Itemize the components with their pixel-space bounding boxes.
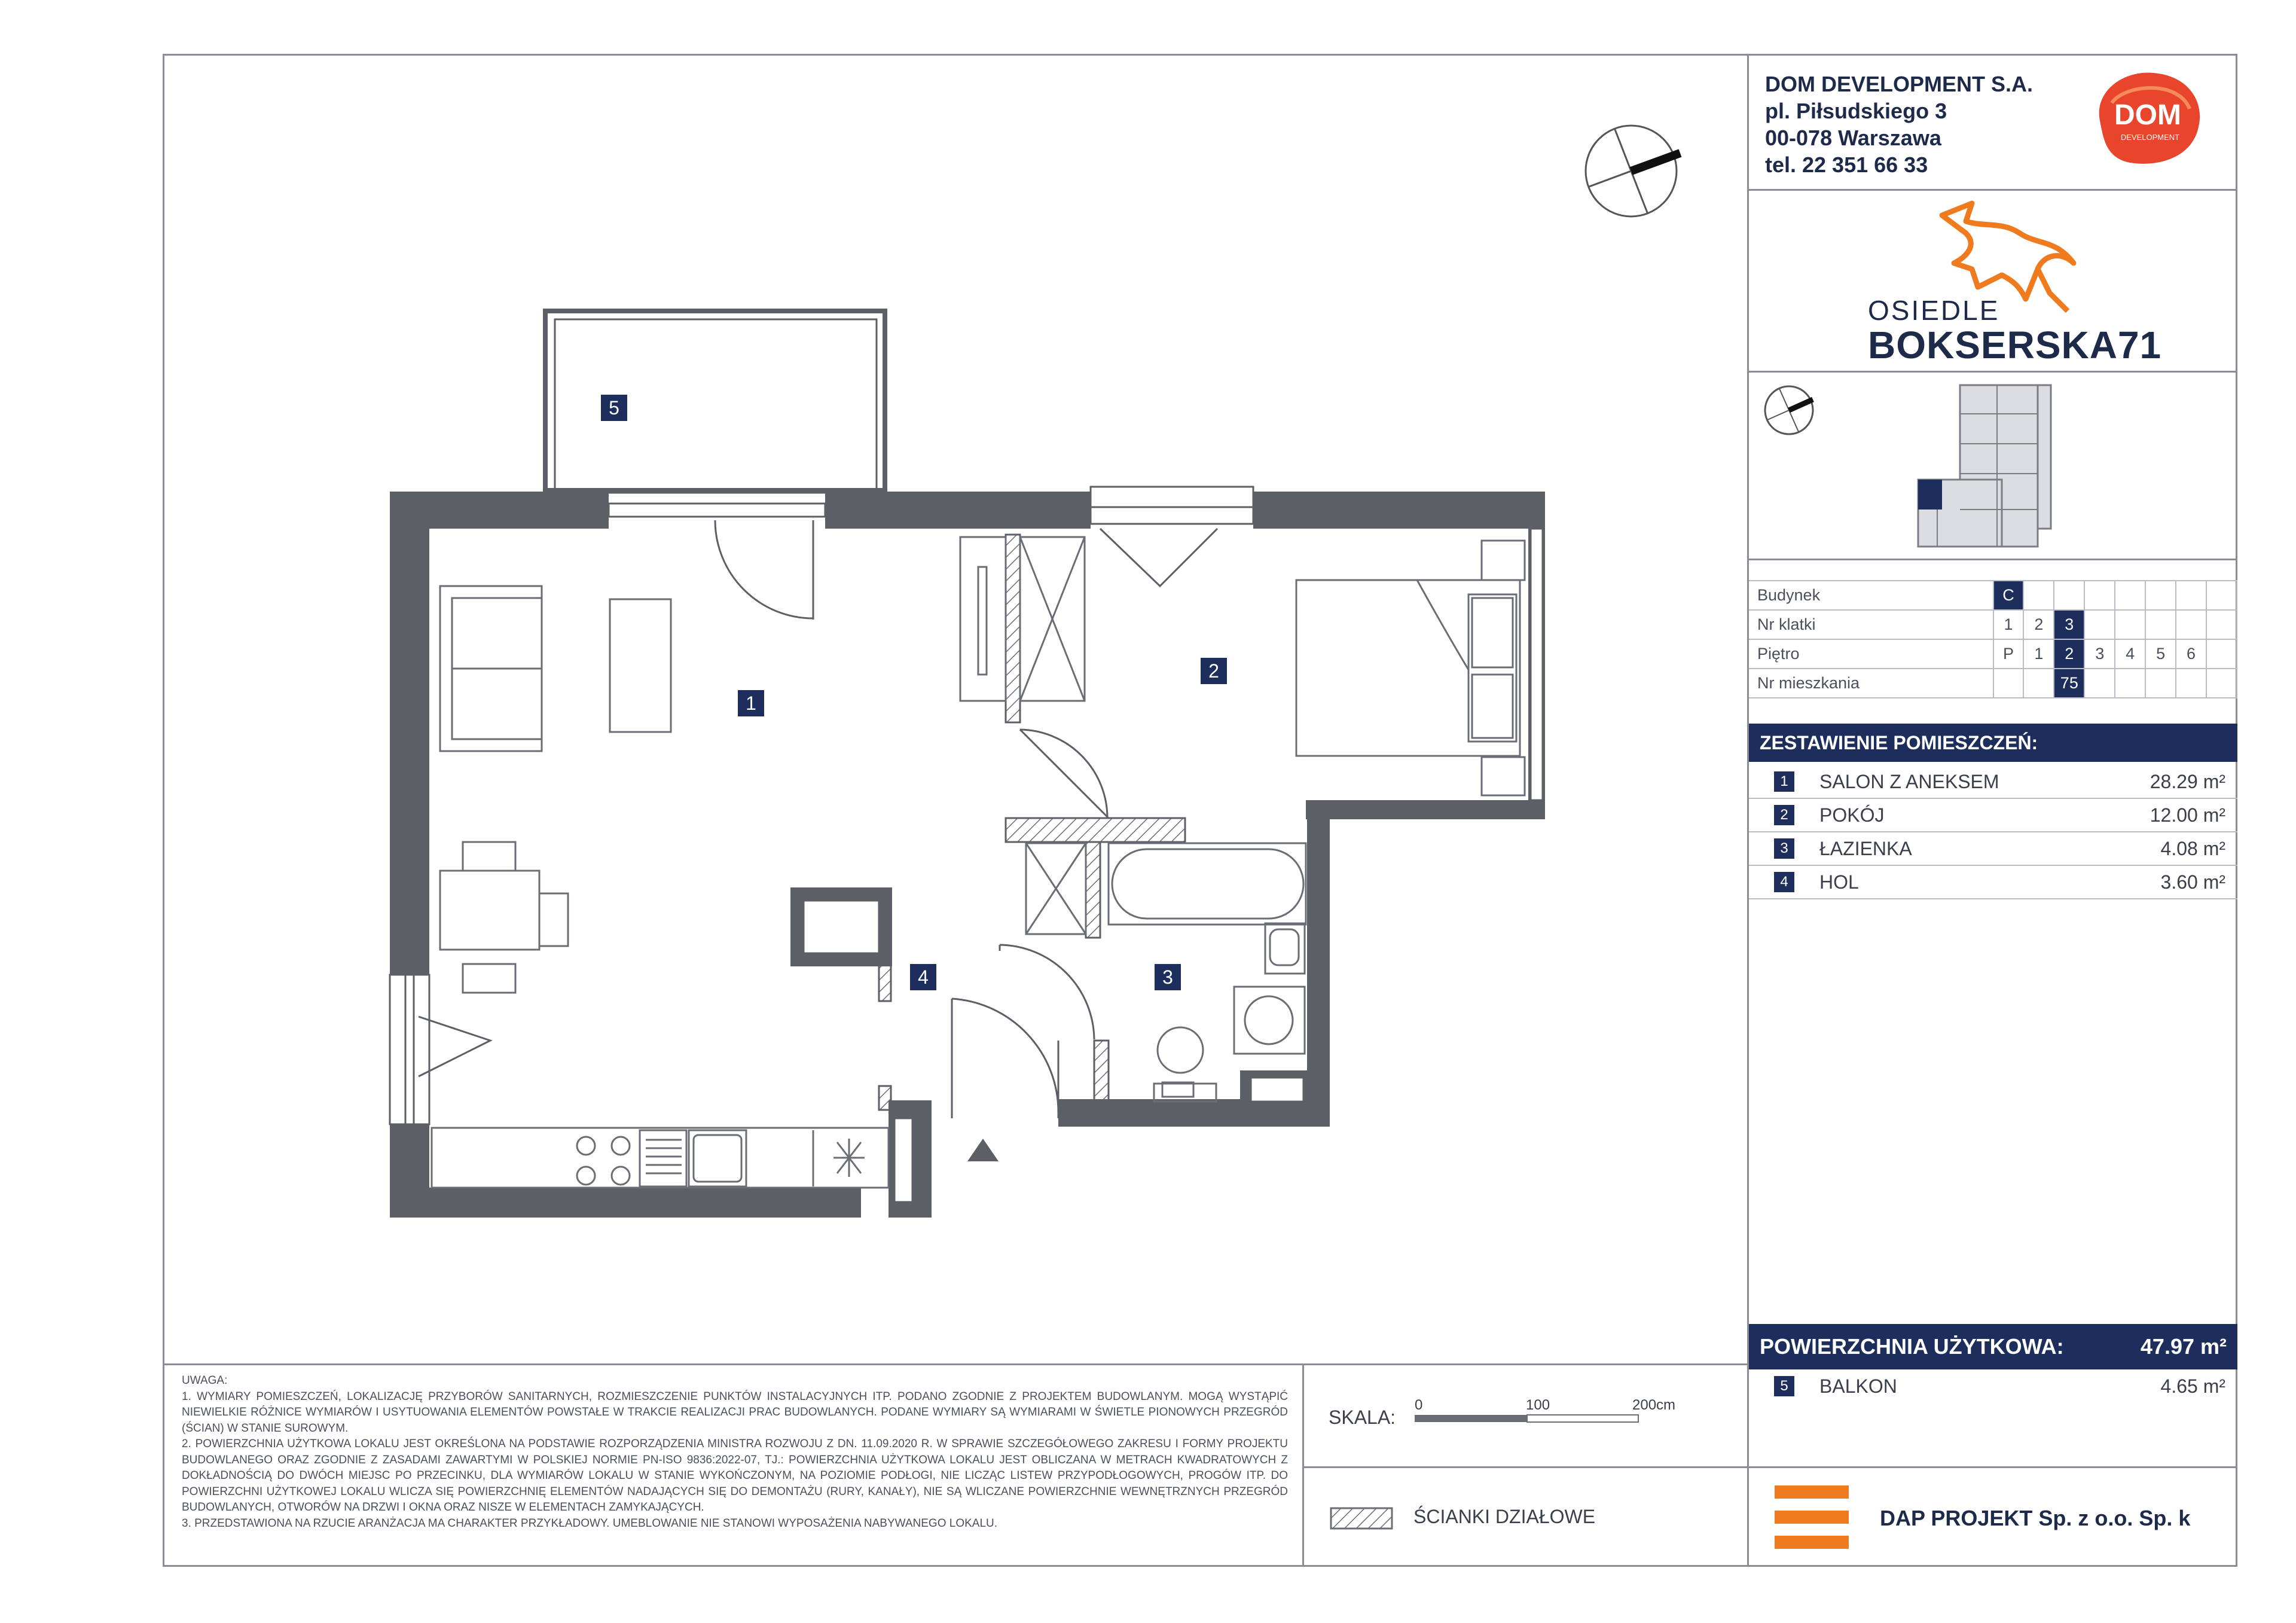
pietro-4: 4 [2115,639,2145,669]
svg-text:DOM: DOM [2114,99,2181,131]
project-number: 71 [2117,324,2162,367]
klatka-1: 1 [1993,610,2024,639]
partition-walls [879,535,1185,1110]
note-item: 2. POWIERZCHNIA UŻYTKOWA LOKALU JEST OKREŚLONA NA PODSTAWIE ROZPORZĄDZENIA MINISTRA ROZWOJU Z DN. 11.09.2020 R. W SPRAWIE SZCZEGÓŁOWEGO ZAKRESU I FORMY PROJEKTU BUDOWLANEGO ORAZ ZGODNIE Z ZASADAMI ZAWARTYMI W POLSKIEJ NORMIE PN-ISO 9836:2022-07, TJ.: POWIERZCHNIA UŻYTKOWA LOKALU JEST OBLICZANA W METRACH KWADRATOWYCH Z DOKŁADNOŚCIĄ DO DWÓCH MIEJSC PO PRZECINKU, DLA WYMIARÓW LOKALU W STANIE WYKOŃCZONYM, NA POZIOMIE PODŁOGI, NIE LICZĄC LISTEW PRZYPODŁOGOWYCH, PROGÓW ITP. DO POWIERZCHNI UŻYTKOWEJ LOKALU WLICZA SIĘ POWIERZCHNIĘ ELEMENTÓW NADAJĄCYCH SIĘ DO DEMONTAŻU (RURY, KANAŁY), NIE SĄ WLICZANE POWIERZCHNIE WEWNĘTRZNYCH PRZEGRÓD BUDOWLANYCH, OTWORÓW NA DRZWI I OKNA ORAZ NISZE W ELEMENTACH ZAMYKAJĄCYCH. [182,1438,1288,1514]
kitchen [432,1128,889,1188]
compass-icon [1586,126,1680,216]
sofa [440,586,542,751]
plan-label-salon: 1 [738,690,764,716]
total-area-label: POWIERZCHNIA UŻYTKOWA: [1760,1334,2064,1359]
room-area: 4.08 m² [2160,837,2225,859]
room-area: 12.00 m² [2150,804,2225,826]
note-item: 1. WYMIARY POMIESZCZEŃ, LOKALIZACJĘ PRZYBORÓW SANITARNYCH, ROZMIESZCZENIE PUNKTÓW INSTALACYJNYCH ITP. PODANO ZGODNIE Z PROJEKTEM BUDOWLANYM. MOGĄ WYSTĄPIĆ NIEWIELKIE RÓŻNICE WYMIARÓW I USYTUOWANIA ELEMENTÓW POWSTAŁE W TRAKCIE REALIZACJI PRAC BUDOWLANYCH. PODANE WYMIARY SĄ WYMIARAMI W ŚWIETLE PIONOWYCH PRZEGRÓD (ŚCIAN) W STANIE SUROWYM. [182,1390,1288,1435]
pietro-3: 3 [2084,639,2115,669]
shaft [1251,1078,1303,1102]
total-area-band [1749,1324,2237,1369]
coffee-table [610,599,671,732]
designer-name: DAP PROJEKT Sp. z o.o. Sp. k [1880,1506,2191,1530]
budynek-c: C [1993,581,2024,610]
label-budynek: Budynek [1749,581,1993,610]
project-line2: BOKSERSKA [1868,324,2118,367]
company-phone: tel. 22 351 66 33 [1765,152,1928,177]
bed [1296,541,1525,795]
room-row [1749,765,2237,799]
project-line1: OSIEDLE [1868,295,2000,326]
pietro-1: 1 [2023,639,2054,669]
shaft [894,1118,912,1202]
klatka-2: 2 [2023,610,2054,639]
room-number: 4 [1774,872,1794,892]
plan-label-balcony: 5 [601,395,627,421]
partition-legend-swatch [1330,1507,1393,1531]
label-mieszkanie: Nr mieszkania [1749,669,1993,698]
company-address: pl. Piłsudskiego 3 [1765,99,1947,123]
company-city: 00-078 Warszawa [1765,126,1941,150]
notes [182,1373,1288,1532]
unit-info-table [1749,580,2237,698]
partition-legend-label: ŚCIANKI DZIAŁOWE [1413,1506,1596,1527]
room-row [1749,799,2237,832]
selected-unit-marker [1918,480,1942,510]
mieszkanie-number: 75 [2054,669,2084,698]
balcony-row [1749,1369,2237,1403]
project-name [1868,323,2161,367]
pietro-p: P [1993,639,2024,669]
plan-label-lazienka: 3 [1155,964,1181,990]
wardrobe [960,537,1085,701]
room-name: POKÓJ [1819,804,1885,826]
total-area-value: 47.97 m² [2140,1334,2227,1359]
room-row [1749,832,2237,866]
scale-label: SKALA: [1329,1407,1396,1428]
dining-set [440,842,568,993]
room-number: 5 [1774,1376,1794,1396]
room-name: ŁAZIENKA [1819,837,1912,859]
dap-projekt-logo [1775,1485,1849,1550]
svg-text:DEVELOPMENT: DEVELOPMENT [2120,133,2180,142]
scale-bar [1413,1414,1641,1426]
scale-tick-0: 0 [1415,1397,1423,1413]
balcony [545,311,885,493]
note-item: 3. PRZEDSTAWIONA NA RZUCIE ARANŻACJA MA CHARAKTER PRZYKŁADOWY. UMEBLOWANIE NIE STANOWI WYPOSAŻENIA NABYWANEGO LOKALU. [182,1517,998,1530]
room-name: SALON Z ANEKSEM [1819,770,1999,792]
walls [390,492,1545,1218]
company-name: DOM DEVELOPMENT S.A. [1765,72,2034,96]
scale-tick-200: 200cm [1632,1397,1676,1413]
shaft [804,901,879,953]
entrance-arrow-icon [967,1139,999,1161]
key-plan [1758,378,2230,557]
notes-title: UWAGA: [182,1374,228,1387]
room-name: BALKON [1819,1375,1897,1397]
compass-small-icon [1765,386,1813,434]
room-row [1749,866,2237,899]
room-area: 3.60 m² [2160,871,2225,893]
plan-label-hol: 4 [910,964,936,990]
room-area: 4.65 m² [2160,1375,2225,1397]
room-number: 1 [1774,771,1794,792]
pietro-5: 5 [2145,639,2176,669]
scale-tick-100: 100 [1526,1397,1550,1413]
company-info [1765,71,2033,178]
pietro-6: 6 [2176,639,2206,669]
label-pietro: Piętro [1749,639,1993,669]
label-klatka: Nr klatki [1749,610,1993,639]
plan-label-pokoj: 2 [1201,658,1227,684]
room-name: HOL [1819,871,1859,893]
pietro-2: 2 [2054,639,2084,669]
room-number: 3 [1774,838,1794,859]
klatka-3: 3 [2054,610,2084,639]
room-area: 28.29 m² [2150,770,2225,792]
dom-development-logo [2088,67,2205,169]
room-number: 2 [1774,805,1794,825]
rooms-header: ZESTAWIENIE POMIESZCZEŃ: [1749,724,2237,762]
